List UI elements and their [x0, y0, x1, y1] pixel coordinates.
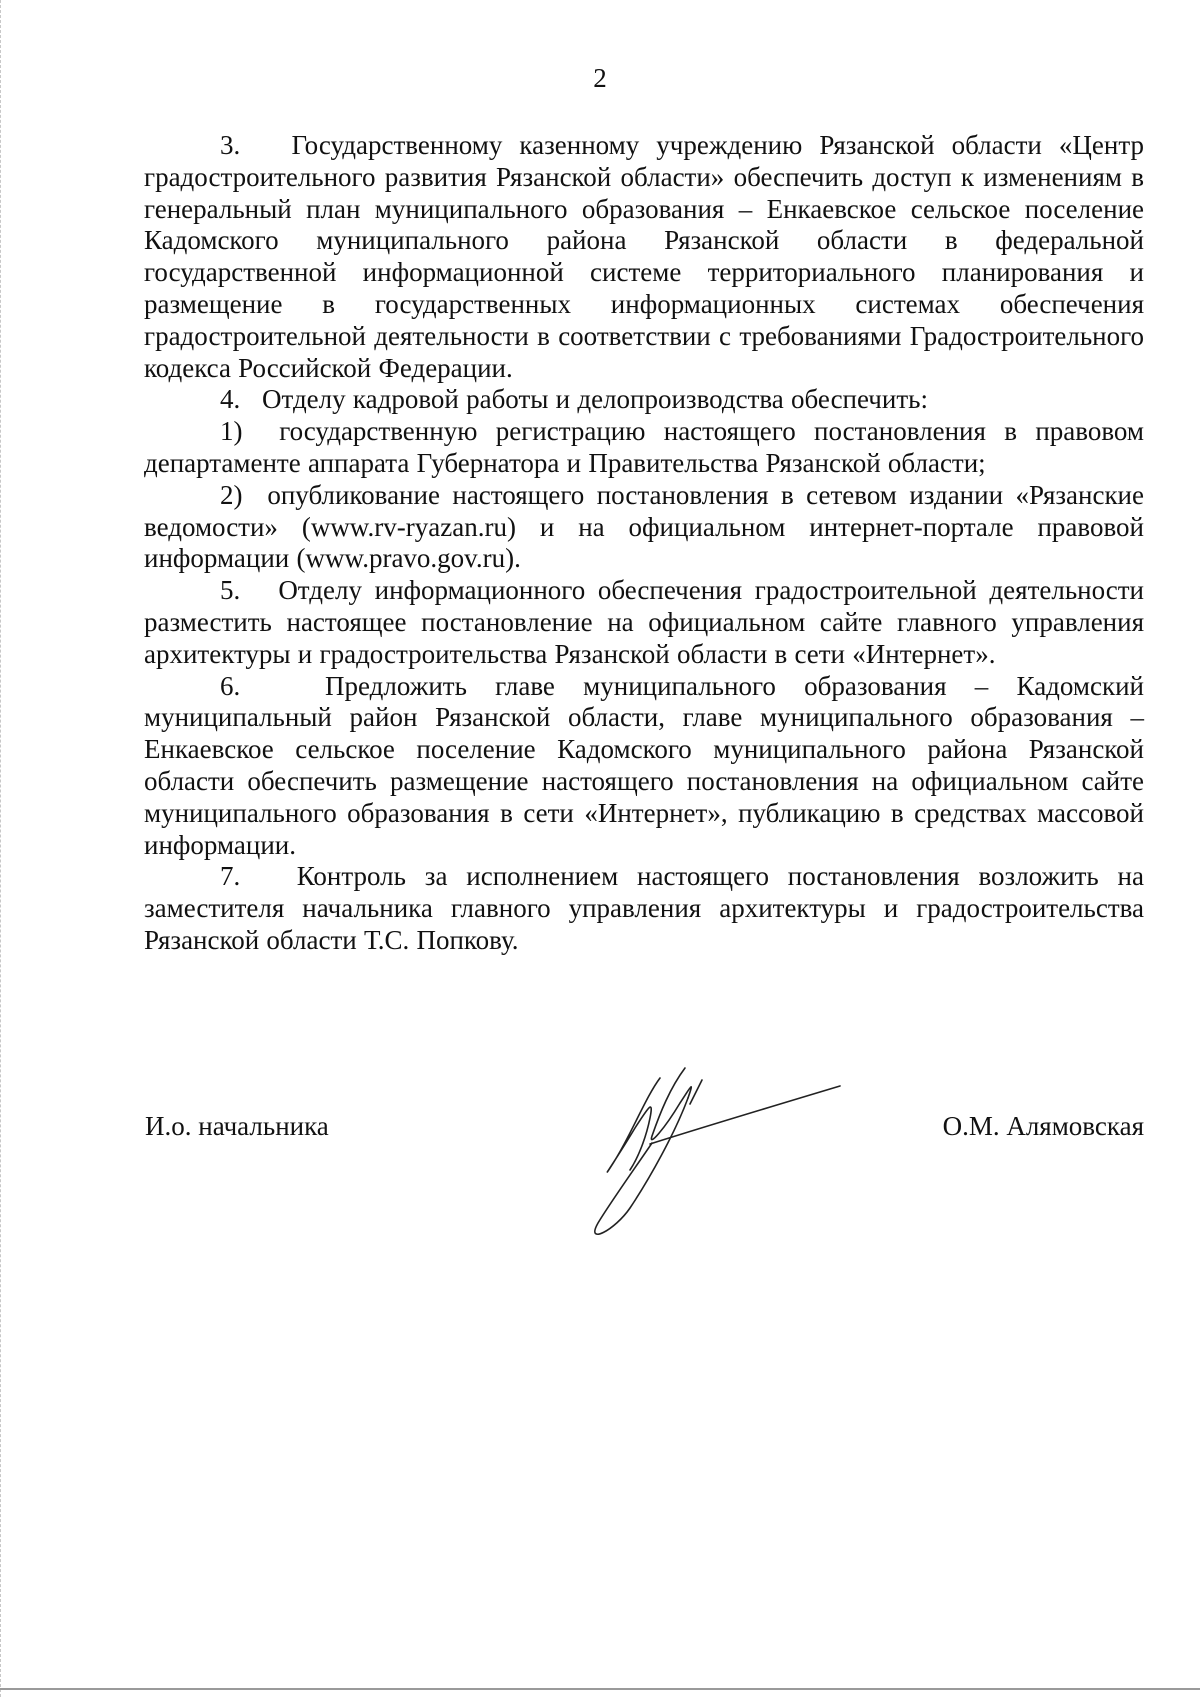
paragraph-item-7: 7. Контроль за исполнением настоящего постановления возложить на заместителя начальника главного управления архитектуры и градостроительства Рязанской области Т.С. Попкову.: [144, 861, 1144, 955]
paragraph-item-3: 3. Государственному казенному учреждению Рязанской области «Центр градостроительного развития Рязанской области» обеспечить доступ к изменениям в генеральный план муниципального образования – Енкаевское сельское поселение Кадомского муниципального района Рязанской области в федеральной государственной информационной системе территориального планирования и размещение в государственных информационных системах обеспечения градостроительной деятельности в соответствии с требованиями Градостроительного кодекса Российской Федерации.: [144, 130, 1144, 383]
signer-name: О.М. Алямовская: [942, 1111, 1144, 1141]
paragraph-item-4: 4. Отделу кадровой работы и делопроизводства обеспечить:: [220, 384, 928, 415]
paragraph-subitem-1: 1) государственную регистрацию настоящего постановления в правовом департаменте аппарата Губернатора и Правительства Рязанской области;: [144, 416, 1144, 478]
handwritten-signature: [590, 1058, 870, 1238]
paragraph-item-5: 5. Отделу информационного обеспечения градостроительной деятельности разместить настоящее постановление на официальном сайте главного управления архитектуры и градостроительства Рязанской области в сети «Интернет».: [144, 575, 1144, 669]
signer-position-title: И.о. начальника: [145, 1111, 329, 1141]
paragraph-item-6: 6. Предложить главе муниципального образования – Кадомский муниципальный район Рязанской области, главе муниципального образования – Енкаевское сельское поселение Кадомского муниципального района Рязанской области обеспечить размещение настоящего постановления на официальном сайте муниципального образования в сети «Интернет», публикацию в средствах массовой информации.: [144, 670, 1144, 860]
scan-edge-mark: [0, 0, 3, 1697]
scan-bottom-edge: [0, 1688, 1200, 1690]
page-number: 2: [593, 63, 607, 93]
paragraph-subitem-2: 2) опубликование настоящего постановления в сетевом издании «Рязанские ведомости» (www.rv-ryazan.ru) и на официальном интернет-портале правовой информации (www.pravo.gov.ru).: [144, 479, 1144, 574]
document-body: [144, 130, 1144, 957]
